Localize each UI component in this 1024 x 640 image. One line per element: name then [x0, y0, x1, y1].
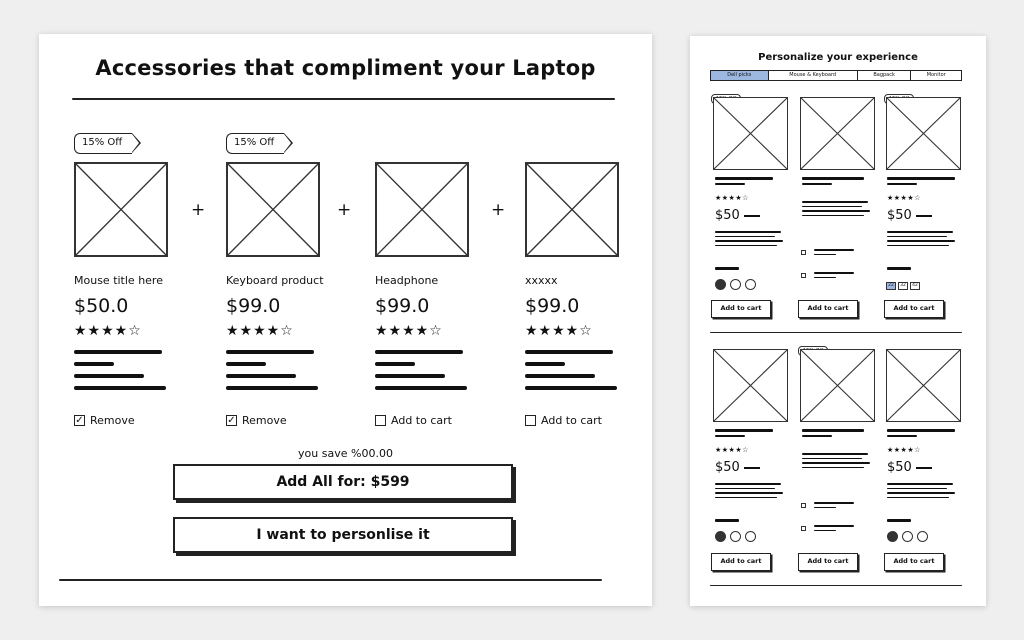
color-swatch[interactable] — [917, 531, 928, 542]
category-tabs — [710, 70, 962, 81]
option-checkbox[interactable] — [801, 273, 806, 278]
product-price: $99.0 — [525, 295, 580, 317]
product-image-placeholder[interactable] — [886, 349, 961, 422]
product-image-placeholder[interactable] — [800, 349, 875, 422]
product-title: Mouse title here — [74, 274, 163, 287]
discount-tag: 15% Off — [226, 133, 284, 154]
product-title: Headphone — [375, 274, 439, 287]
color-swatch[interactable] — [715, 279, 726, 290]
color-swatch[interactable] — [730, 279, 741, 290]
checkbox-label: Add to cart — [541, 414, 602, 427]
color-swatch[interactable] — [715, 531, 726, 542]
bundle-title: Accessories that compliment your Laptop — [95, 56, 596, 80]
color-options — [715, 531, 756, 542]
product-title — [802, 177, 866, 188]
remove-checkbox[interactable] — [226, 414, 287, 427]
tab-monitor[interactable]: Monitor — [926, 72, 946, 78]
color-options — [887, 531, 928, 542]
add-all-button[interactable]: Add All for: $599 — [173, 464, 513, 500]
product-image-placeholder[interactable] — [226, 162, 320, 257]
product-title — [802, 429, 866, 440]
product-image-placeholder[interactable] — [713, 349, 788, 422]
add-to-cart-button[interactable]: Add to cart — [884, 300, 944, 318]
row-divider — [710, 332, 962, 333]
product-title — [887, 177, 957, 188]
product-image-placeholder[interactable] — [375, 162, 469, 257]
product-title: xxxxx — [525, 274, 558, 287]
option-label — [814, 502, 858, 511]
checkbox-checked-icon: ✓ — [75, 415, 84, 426]
color-options — [715, 279, 756, 290]
tab-dell-picks[interactable]: Dell picks — [711, 71, 769, 80]
size-option[interactable]: 22 — [886, 282, 896, 290]
plus-icon: + — [191, 200, 206, 220]
size-options — [886, 282, 920, 290]
checkbox-label: Add to cart — [391, 414, 452, 427]
rating-stars: ★★★★☆ — [525, 323, 593, 339]
rating-stars: ★★★★☆ — [375, 323, 443, 339]
product-description — [375, 350, 467, 398]
product-description — [226, 350, 318, 398]
product-image-placeholder[interactable] — [800, 97, 875, 170]
checkbox-empty-icon — [375, 415, 386, 426]
checkbox-label: Remove — [90, 414, 135, 427]
option-label — [814, 249, 858, 258]
size-option[interactable]: 42 — [910, 282, 920, 290]
add-to-cart-button[interactable]: Add to cart — [798, 553, 858, 571]
product-price: $99.0 — [226, 295, 281, 317]
product-image-placeholder[interactable] — [713, 97, 788, 170]
personalise-button[interactable]: I want to personlise it — [173, 517, 513, 553]
option-label — [814, 272, 858, 281]
add-to-cart-button[interactable]: Add to cart — [798, 300, 858, 318]
personalize-title: Personalize your experience — [758, 52, 918, 63]
tab-bagpack[interactable]: Bagpack — [858, 71, 912, 80]
rating-stars: ★★★★☆ — [74, 323, 142, 339]
discount-tag: 15% Off — [74, 133, 132, 154]
checkbox-label: Remove — [242, 414, 287, 427]
product-price: $50.0 — [74, 295, 129, 317]
rating-stars: ★★★★☆ — [715, 446, 749, 454]
option-label — [887, 267, 917, 273]
bundle-panel — [39, 34, 652, 606]
option-checkbox[interactable] — [801, 526, 806, 531]
product-description — [715, 483, 785, 501]
savings-text: you save %00.00 — [298, 447, 393, 460]
checkbox-empty-icon — [525, 415, 536, 426]
tab-mouse-keyboard[interactable]: Mouse & Keyboard — [769, 71, 858, 80]
remove-checkbox[interactable] — [74, 414, 135, 427]
product-price: $50 — [887, 460, 932, 475]
product-title — [715, 429, 775, 440]
plus-icon: + — [337, 200, 352, 220]
personalize-panel — [690, 36, 986, 606]
product-description — [715, 231, 785, 249]
product-price: $50 — [715, 460, 760, 475]
product-description — [802, 201, 872, 219]
add-to-cart-button[interactable]: Add to cart — [711, 300, 771, 318]
product-image-placeholder[interactable] — [74, 162, 168, 257]
product-description — [74, 350, 166, 398]
product-description — [802, 453, 872, 471]
product-price: $50 — [715, 208, 760, 223]
product-image-placeholder[interactable] — [886, 97, 961, 170]
add-to-cart-checkbox[interactable] — [375, 414, 452, 427]
rating-stars: ★★★★☆ — [226, 323, 294, 339]
product-image-placeholder[interactable] — [525, 162, 619, 257]
product-description — [887, 483, 957, 501]
color-swatch[interactable] — [887, 531, 898, 542]
add-to-cart-checkbox[interactable] — [525, 414, 602, 427]
option-label — [715, 267, 745, 273]
color-swatch[interactable] — [902, 531, 913, 542]
size-option[interactable]: 32 — [898, 282, 908, 290]
rating-stars: ★★★★☆ — [715, 194, 749, 202]
product-price: $99.0 — [375, 295, 430, 317]
color-swatch[interactable] — [745, 279, 756, 290]
footer-divider — [710, 585, 962, 586]
rating-stars: ★★★★☆ — [887, 194, 921, 202]
product-price: $50 — [887, 208, 932, 223]
option-label — [715, 519, 745, 525]
plus-icon: + — [491, 200, 506, 220]
product-title: Keyboard product — [226, 274, 324, 287]
add-to-cart-button[interactable]: Add to cart — [884, 553, 944, 571]
color-swatch[interactable] — [745, 531, 756, 542]
color-swatch[interactable] — [730, 531, 741, 542]
product-description — [525, 350, 617, 398]
add-to-cart-button[interactable]: Add to cart — [711, 553, 771, 571]
option-label — [814, 525, 858, 534]
checkbox-checked-icon: ✓ — [227, 415, 236, 426]
title-divider — [72, 98, 615, 100]
product-title — [887, 429, 957, 440]
rating-stars: ★★★★☆ — [887, 446, 921, 454]
product-title — [715, 177, 775, 188]
footer-divider — [59, 579, 602, 581]
product-description — [887, 231, 957, 249]
option-checkbox[interactable] — [801, 503, 806, 508]
option-label — [887, 519, 917, 525]
option-checkbox[interactable] — [801, 250, 806, 255]
